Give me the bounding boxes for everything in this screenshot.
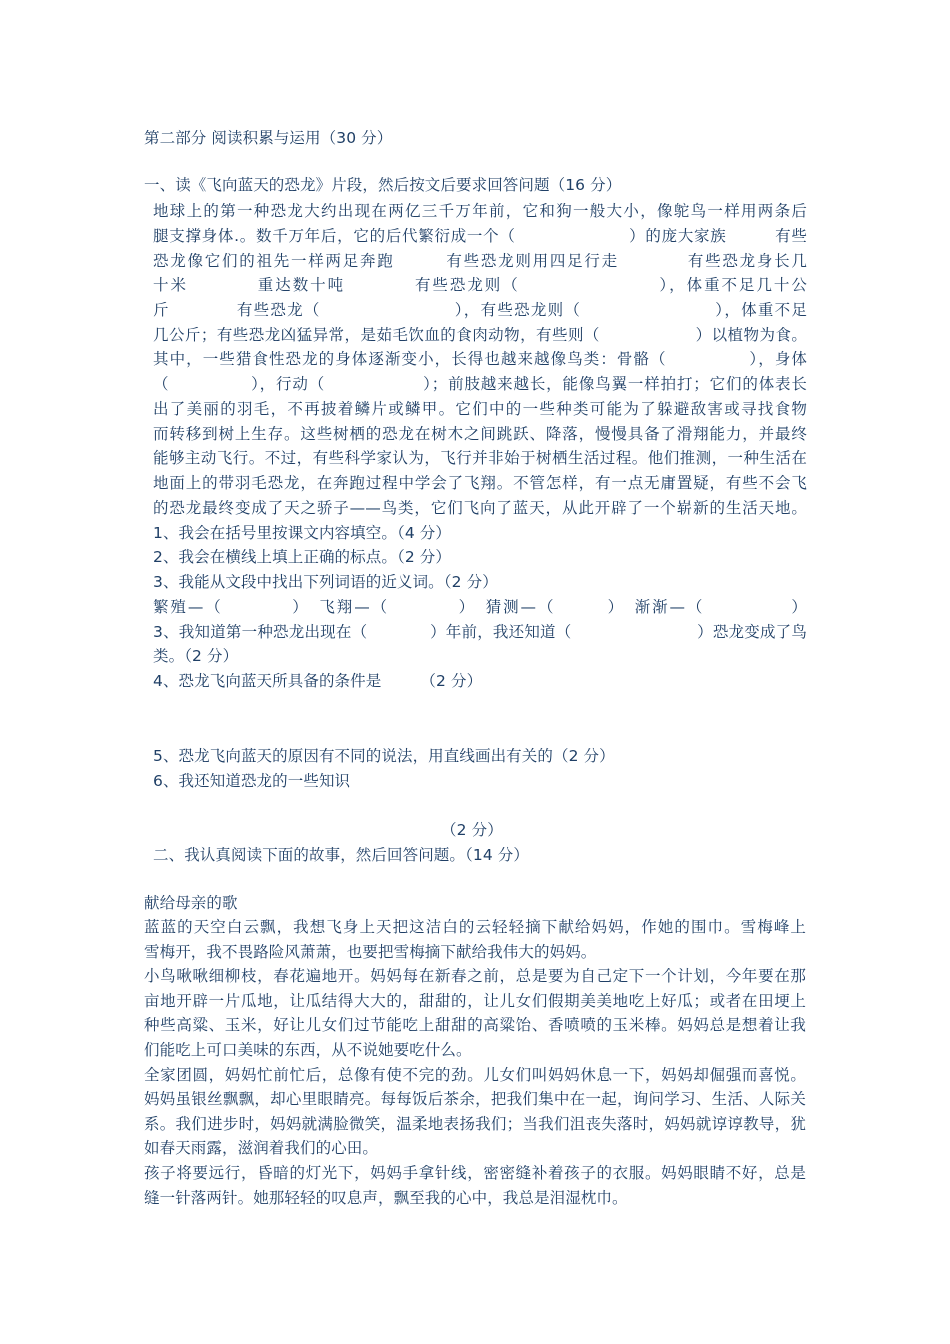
passage-line: 斤 有些恐龙（ ），有些恐龙则（ ），体重不足 — [153, 301, 807, 319]
story-line: 如春天雨露，滋润着我们的心田。 — [144, 1139, 379, 1157]
passage-line: 地球上的第一种恐龙大约出现在两亿三千万年前，它和狗一般大小，像鸵鸟一样用两条后 — [153, 202, 807, 220]
story-line: 蓝蓝的天空白云飘，我想飞身上天把这洁白的云轻轻摘下献给妈妈，作她的围巾。雪梅峰上 — [144, 918, 806, 936]
story-line: 孩子将要远行，昏暗的灯光下，妈妈手拿针线，密密缝补着孩子的衣服。妈妈眼睛不好，总是 — [144, 1164, 806, 1182]
section-heading: 第二部分 阅读积累与运用（30 分） — [144, 129, 393, 147]
question-3b-line-2: 类。（2 分） — [153, 647, 239, 665]
passage-line: 几公斤；有些恐龙凶猛异常，是茹毛饮血的食肉动物，有些则（ ）以植物为食。 — [153, 326, 807, 344]
question-6: 6、我还知道恐龙的一些知识 — [153, 772, 351, 790]
passage-line: 能够主动飞行。不过，有些科学家认为，飞行并非始于树栖生活过程。他们推测，一种生活在 — [153, 449, 807, 467]
passage-line: 地面上的带羽毛恐龙，在奔跑过程中学会了飞翔。不管怎样，有一点无庸置疑，有些不会飞 — [153, 474, 807, 492]
story-title: 献给母亲的歌 — [144, 894, 238, 912]
passage-line: 恐龙像它们的祖先一样两足奔跑 有些恐龙则用四足行走 有些恐龙身长几 — [153, 252, 807, 270]
question-4: 4、恐龙飞向蓝天所具备的条件是 （2 分） — [153, 672, 483, 690]
passage-line: 腿支撑身体.。数千万年后，它的后代繁衍成一个（ ）的庞大家族 有些 — [153, 227, 807, 245]
question-1: 1、我会在括号里按课文内容填空。（4 分） — [153, 524, 452, 542]
story-line: 们能吃上可口美味的东西，从不说她要吃什么。 — [144, 1041, 472, 1059]
story-line: 亩地开辟一片瓜地，让瓜结得大大的，甜甜的，让儿女们假期美美地吃上好瓜；或者在田埂上 — [144, 992, 806, 1010]
question-2: 2、我会在横线上填上正确的标点。（2 分） — [153, 548, 452, 566]
passage-line: 而转移到树上生存。这些树栖的恐龙在树木之间跳跃、降落，慢慢具备了滑翔能力，并最终 — [153, 425, 807, 443]
story-line: 系。我们进步时，妈妈就满脸微笑，温柔地表扬我们；当我们沮丧失落时，妈妈就谆谆教导，犹 — [144, 1115, 806, 1133]
part1-title: 一、读《飞向蓝天的恐龙》片段，然后按文后要求回答问题（16 分） — [144, 176, 622, 194]
question-6-score: （2 分） — [441, 821, 503, 839]
question-3-words: 繁殖—（ ） 飞翔—（ ） 猜测—（ ） 渐渐—（ ） — [153, 598, 807, 616]
story-line: 种些高粱、玉米，好让儿女们过节能吃上甜甜的高粱饴、香喷喷的玉米棒。妈妈总是想着让我 — [144, 1016, 806, 1034]
question-3: 3、我能从文段中找出下列词语的近义词。（2 分） — [153, 573, 498, 591]
passage-line: 其中，一些猎食性恐龙的身体逐渐变小，长得也越来越像鸟类：骨骼（ ），身体 — [153, 350, 807, 368]
story-line: 缝一针落两针。她那轻轻的叹息声，飘至我的心中，我总是泪湿枕巾。 — [144, 1189, 628, 1207]
question-3b-line-1: 3、我知道第一种恐龙出现在（ ）年前，我还知道（ ）恐龙变成了鸟 — [153, 623, 807, 641]
part2-title: 二、我认真阅读下面的故事，然后回答问题。（14 分） — [153, 846, 530, 864]
story-line: 全家团圆，妈妈忙前忙后，总像有使不完的劲。儿女们叫妈妈休息一下，妈妈却倔强而喜悦。 — [144, 1066, 806, 1084]
question-5: 5、恐龙飞向蓝天的原因有不同的说法，用直线画出有关的（2 分） — [153, 747, 615, 765]
story-line: 雪梅开，我不畏路险风萧萧，也要把雪梅摘下献给我伟大的妈妈。 — [144, 943, 597, 961]
passage-line: 的恐龙最终变成了天之骄子——鸟类，它们飞向了蓝天，从此开辟了一个崭新的生活天地。 — [153, 499, 807, 517]
passage-line: （ ），行动（ ）；前肢越来越长，能像鸟翼一样拍打；它们的体表长 — [153, 375, 807, 393]
story-line: 妈妈虽银丝飘飘，却心里眼睛亮。每每饭后茶余，把我们集中在一起，询问学习、生活、人际关 — [144, 1090, 806, 1108]
story-line: 小鸟啾啾细柳枝，春花遍地开。妈妈每在新春之前，总是要为自己定下一个计划，今年要在那 — [144, 967, 806, 985]
passage-line: 出了美丽的羽毛，不再披着鳞片或鳞甲。它们中的一些种类可能为了躲避敌害或寻找食物 — [153, 400, 807, 418]
passage-line: 十米 重达数十吨 有些恐龙则（ ），体重不足几十公 — [153, 276, 807, 294]
